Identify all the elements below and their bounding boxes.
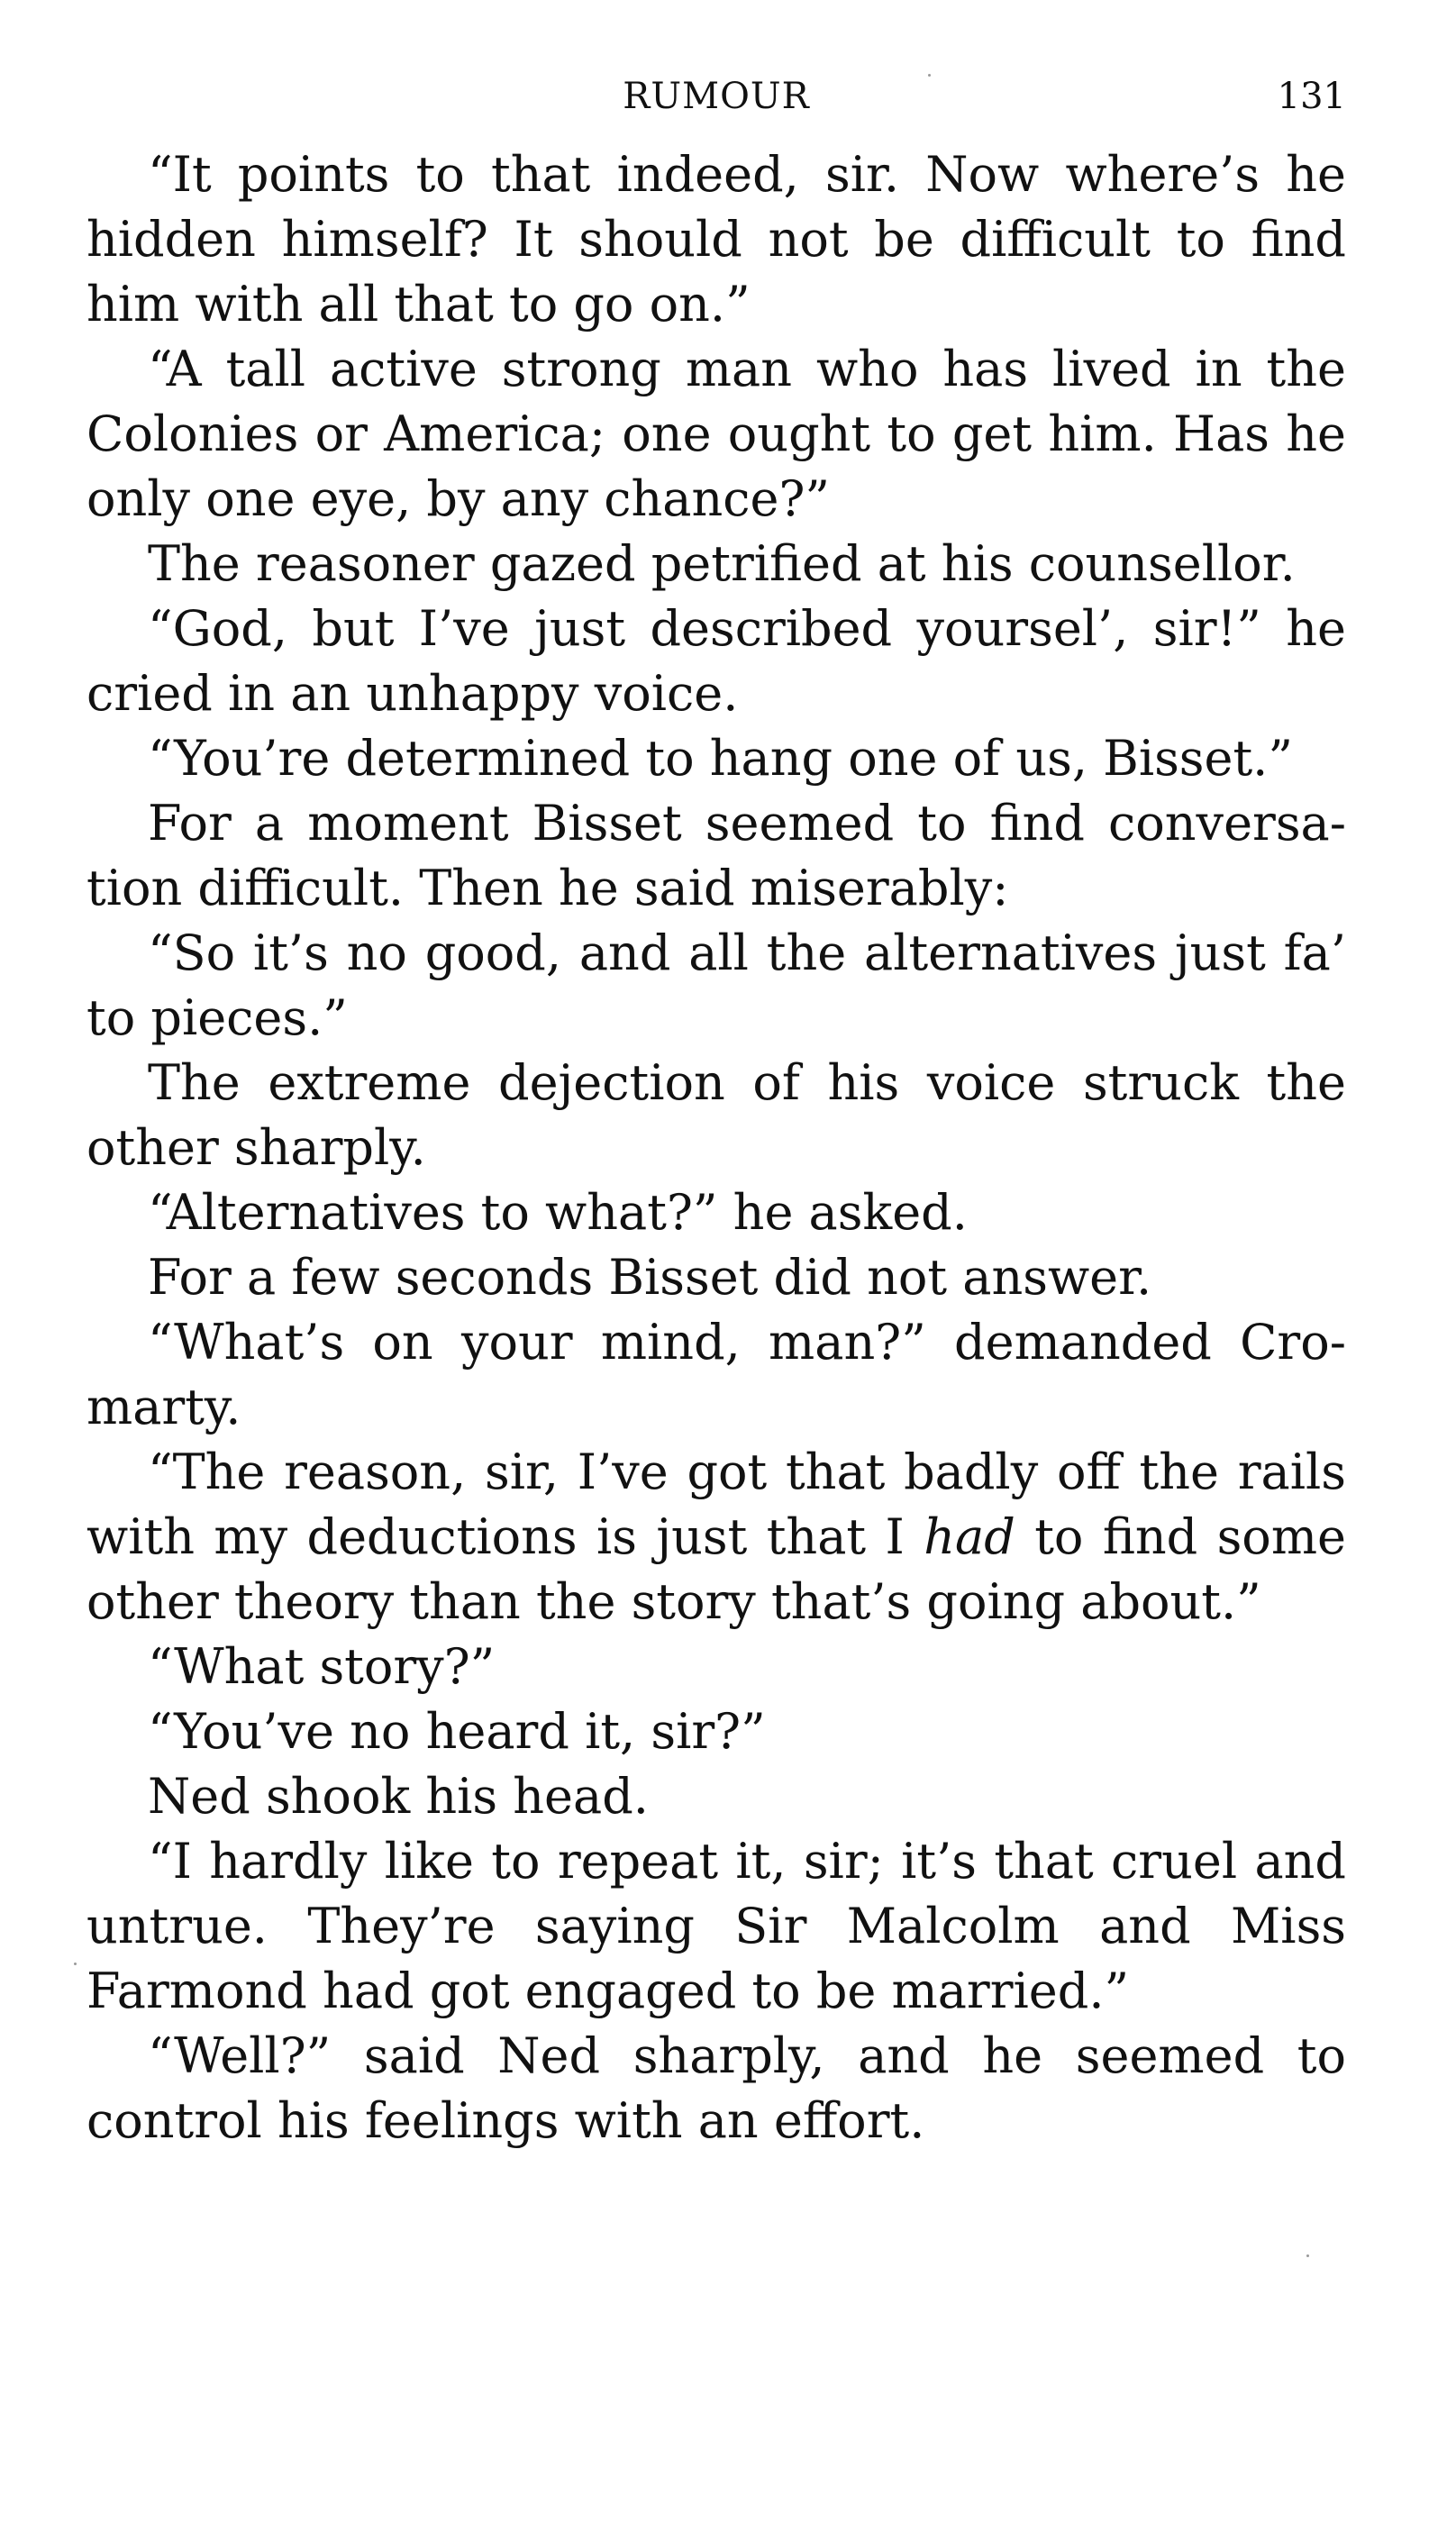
paragraph: “God, but I’ve just described yoursel’, sir!” he cried in an unhappy voice. bbox=[86, 600, 1346, 722]
page-number: 131 bbox=[1277, 76, 1346, 117]
paragraph-text: to find some other theory than the story that’s going about.” bbox=[86, 1508, 1346, 1630]
paragraph: “Well?” said Ned sharply, and he seemed to control his feelings with an effort. bbox=[86, 2027, 1346, 2149]
paragraph: “What’s on your mind, man?” demanded Cro-marty. bbox=[86, 1314, 1346, 1435]
paragraph bbox=[86, 1440, 1346, 1635]
paper-speck bbox=[1306, 2254, 1309, 2257]
paragraph: “So it’s no good, and all the alternatives just fa’ to pieces.” bbox=[86, 924, 1346, 1046]
paragraph: “You’re determined to hang one of us, Bisset.” bbox=[148, 730, 1293, 787]
paragraph: The extreme dejection of his voice struck the other sharply. bbox=[86, 1054, 1346, 1176]
paragraph: For a moment Bisset seemed to find conversa-tion difficult. Then he said miserably: bbox=[86, 795, 1346, 916]
running-head: RUMOUR bbox=[623, 76, 810, 117]
paragraph: “A tall active strong man who has lived in the Colonies or America; one ought to get him. Has he only one eye, by any chance?” bbox=[86, 341, 1346, 527]
paragraph: “Alternatives to what?” he asked. bbox=[148, 1184, 968, 1241]
paragraph: The reasoner gazed petrified at his counsellor. bbox=[148, 535, 1296, 592]
paragraph: “It points to that indeed, sir. Now where’s he hidden himself? It should not be difficult to find him with all that to go on.” bbox=[86, 146, 1346, 332]
paragraph: For a few seconds Bisset did not answer. bbox=[148, 1249, 1152, 1306]
body-text bbox=[86, 142, 1346, 2154]
italic-word: had bbox=[924, 1508, 1015, 1565]
paragraph: “What story?” bbox=[148, 1638, 496, 1695]
page-header bbox=[86, 65, 1346, 128]
paragraph-text: “The reason, sir, I’ve got that badly off the rails with my deductions is just that I bbox=[86, 1444, 1346, 1565]
paper-speck bbox=[74, 1963, 77, 1965]
paragraph: “I hardly like to repeat it, sir; it’s that cruel and untrue. They’re saying Sir Malcolm and Miss Farmond had got engaged to be married.” bbox=[86, 1833, 1346, 2019]
paragraph: “You’ve no heard it, sir?” bbox=[148, 1703, 766, 1760]
paragraph: Ned shook his head. bbox=[148, 1768, 649, 1825]
paper-speck bbox=[928, 74, 931, 77]
